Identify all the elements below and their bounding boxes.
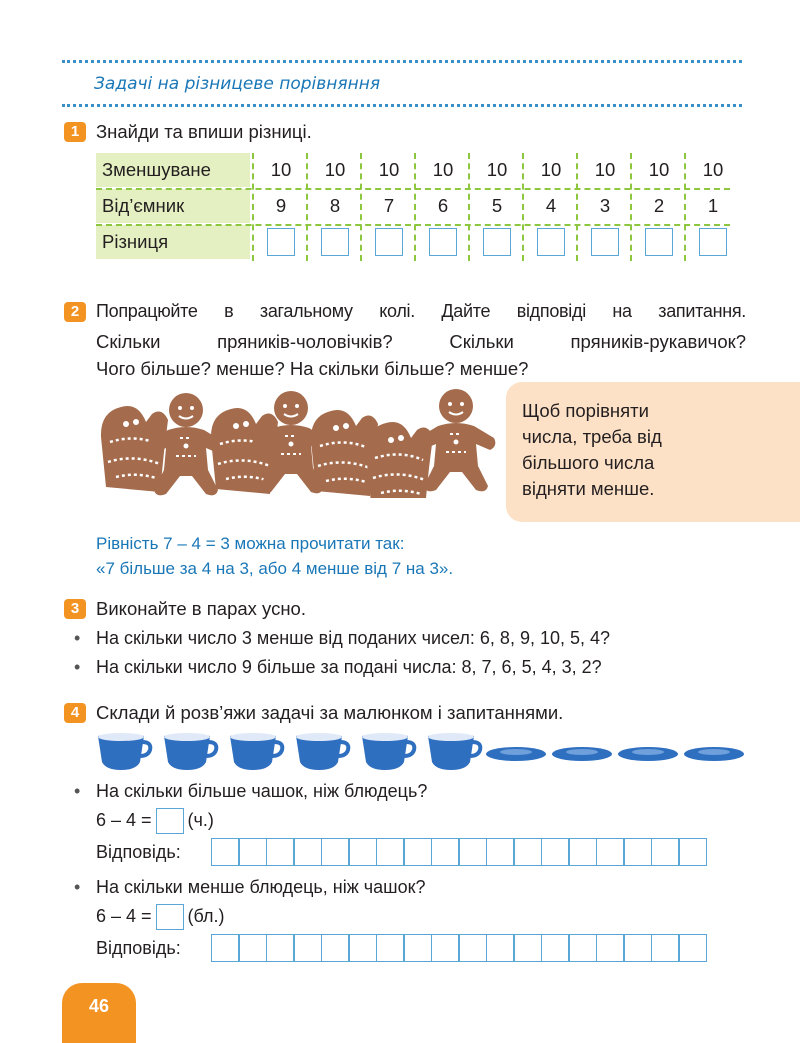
subtrahend-cell: 2 xyxy=(653,195,665,216)
difference-input-box[interactable] xyxy=(645,228,673,256)
subtrahend-cell: 7 xyxy=(383,195,395,216)
table-column-divider xyxy=(414,153,416,261)
answer-grid-cell[interactable] xyxy=(376,838,405,866)
minuend-cell: 10 xyxy=(324,159,346,180)
table-column-divider xyxy=(576,153,578,261)
table-row-divider xyxy=(96,188,730,190)
answer-grid-cell[interactable] xyxy=(568,838,597,866)
answer-strip-1[interactable] xyxy=(212,838,707,866)
answer-box-2[interactable] xyxy=(156,904,184,930)
task4-equation-2: 6 – 4 = (бл.) xyxy=(96,904,225,930)
subtrahend-cell: 8 xyxy=(329,195,341,216)
answer-grid-cell[interactable] xyxy=(678,838,707,866)
answer-grid-cell[interactable] xyxy=(431,934,460,962)
answer-grid-cell[interactable] xyxy=(513,838,542,866)
task-number-1: 1 xyxy=(64,122,86,142)
bottom-dotted-rule xyxy=(62,104,742,107)
task3-bullet-1: • На скільки число 3 менше від поданих чисел: 6, 8, 9, 10, 5, 4? xyxy=(74,628,611,648)
table-column-divider xyxy=(360,153,362,261)
section-title: Задачі на різницеве порівняння xyxy=(94,74,381,94)
label-difference: Різниця xyxy=(96,225,250,259)
answer-box-1[interactable] xyxy=(156,808,184,834)
rule-line: більшого числа xyxy=(522,452,655,473)
table-row-divider xyxy=(96,224,730,226)
table-column-divider xyxy=(468,153,470,261)
task-number-4: 4 xyxy=(64,703,86,723)
difference-input-box[interactable] xyxy=(267,228,295,256)
answer-strip-2[interactable] xyxy=(212,934,707,962)
answer-grid-cell[interactable] xyxy=(238,934,267,962)
cups-and-saucers xyxy=(90,732,750,772)
answer-grid-cell[interactable] xyxy=(403,934,432,962)
answer-grid-cell[interactable] xyxy=(541,934,570,962)
answer-grid-cell[interactable] xyxy=(266,934,295,962)
answer-grid-cell[interactable] xyxy=(238,838,267,866)
difference-input-box[interactable] xyxy=(699,228,727,256)
answer-grid-cell[interactable] xyxy=(623,934,652,962)
answer-grid-cell[interactable] xyxy=(321,838,350,866)
task4-question-1: • На скільки більше чашок, ніж блюдець? xyxy=(74,781,428,801)
answer-grid-cell[interactable] xyxy=(348,934,377,962)
subtrahend-cell: 5 xyxy=(491,195,503,216)
answer-grid-cell[interactable] xyxy=(321,934,350,962)
minuend-cell: 10 xyxy=(270,159,292,180)
task3-bullet-2: • На скільки число 9 більше за подані числа: 8, 7, 6, 5, 4, 3, 2? xyxy=(74,657,602,677)
task2-line1: Попрацюйте в загальному колі. Дайте відповіді на запитання. xyxy=(96,301,746,321)
answer-grid-cell[interactable] xyxy=(596,934,625,962)
rule-line: числа, треба від xyxy=(522,426,662,447)
answer-grid-cell[interactable] xyxy=(458,934,487,962)
answer-grid-cell[interactable] xyxy=(211,838,240,866)
page-number: 46 xyxy=(62,983,136,1043)
task1-instruction: Знайди та впиши різниці. xyxy=(96,121,312,142)
task2-line2: Скільки пряників-чоловічків? Скільки пряників-рукавичок? xyxy=(96,331,746,352)
answer-grid-cell[interactable] xyxy=(211,934,240,962)
answer-grid-cell[interactable] xyxy=(541,838,570,866)
subtrahend-cell: 3 xyxy=(599,195,611,216)
table-column-divider xyxy=(684,153,686,261)
subtrahend-cell: 1 xyxy=(707,195,719,216)
label-minuend: Зменшуване xyxy=(96,153,250,187)
answer-grid-cell[interactable] xyxy=(431,838,460,866)
answer-grid-cell[interactable] xyxy=(293,934,322,962)
minuend-cell: 10 xyxy=(594,159,616,180)
minuend-cell: 10 xyxy=(486,159,508,180)
task4-answer-label-1: Відповідь: xyxy=(96,842,181,862)
table-column-divider xyxy=(306,153,308,261)
task4-equation-1: 6 – 4 = (ч.) xyxy=(96,808,214,834)
difference-input-box[interactable] xyxy=(429,228,457,256)
task2-line3: Чого більше? менше? На скільки більше? менше? xyxy=(96,358,529,379)
task4-question-2: • На скільки менше блюдець, ніж чашок? xyxy=(74,877,426,897)
answer-grid-cell[interactable] xyxy=(293,838,322,866)
answer-grid-cell[interactable] xyxy=(458,838,487,866)
answer-grid-cell[interactable] xyxy=(596,838,625,866)
equality-line2: «7 більше за 4 на 3, або 4 менше від 7 на 3». xyxy=(96,559,454,578)
answer-grid-cell[interactable] xyxy=(513,934,542,962)
answer-grid-cell[interactable] xyxy=(678,934,707,962)
label-subtrahend: Від’ємник xyxy=(96,189,250,223)
rule-line: відняти менше. xyxy=(522,478,655,499)
task4-instruction: Склади й розв’яжи задачі за малюнком і запитаннями. xyxy=(96,702,564,723)
minuend-cell: 10 xyxy=(378,159,400,180)
rule-line: Щоб порівняти xyxy=(522,400,649,421)
answer-grid-cell[interactable] xyxy=(376,934,405,962)
table-column-divider xyxy=(630,153,632,261)
answer-grid-cell[interactable] xyxy=(486,838,515,866)
difference-input-box[interactable] xyxy=(483,228,511,256)
answer-grid-cell[interactable] xyxy=(348,838,377,866)
gingerbread-illustration xyxy=(96,386,501,498)
difference-input-box[interactable] xyxy=(375,228,403,256)
answer-grid-cell[interactable] xyxy=(651,838,680,866)
subtrahend-cell: 6 xyxy=(437,195,449,216)
task3-instruction: Виконайте в парах усно. xyxy=(96,598,306,619)
minuend-cell: 10 xyxy=(432,159,454,180)
difference-input-box[interactable] xyxy=(537,228,565,256)
minuend-cell: 10 xyxy=(540,159,562,180)
equality-line1: Рівність 7 – 4 = 3 можна прочитати так: xyxy=(96,534,405,553)
minuend-cell: 10 xyxy=(648,159,670,180)
task4-answer-label-2: Відповідь: xyxy=(96,938,181,958)
table-column-divider xyxy=(252,153,254,261)
answer-grid-cell[interactable] xyxy=(623,838,652,866)
difference-input-box[interactable] xyxy=(321,228,349,256)
rule-text xyxy=(522,398,662,502)
minuend-cell: 10 xyxy=(702,159,724,180)
answer-grid-cell[interactable] xyxy=(568,934,597,962)
answer-grid-cell[interactable] xyxy=(403,838,432,866)
table-column-divider xyxy=(522,153,524,261)
answer-grid-cell[interactable] xyxy=(651,934,680,962)
task-number-2: 2 xyxy=(64,302,86,322)
task-number-3: 3 xyxy=(64,599,86,619)
answer-grid-cell[interactable] xyxy=(486,934,515,962)
subtrahend-cell: 4 xyxy=(545,195,557,216)
difference-input-box[interactable] xyxy=(591,228,619,256)
top-dotted-rule xyxy=(62,60,742,63)
subtrahend-cell: 9 xyxy=(275,195,287,216)
answer-grid-cell[interactable] xyxy=(266,838,295,866)
